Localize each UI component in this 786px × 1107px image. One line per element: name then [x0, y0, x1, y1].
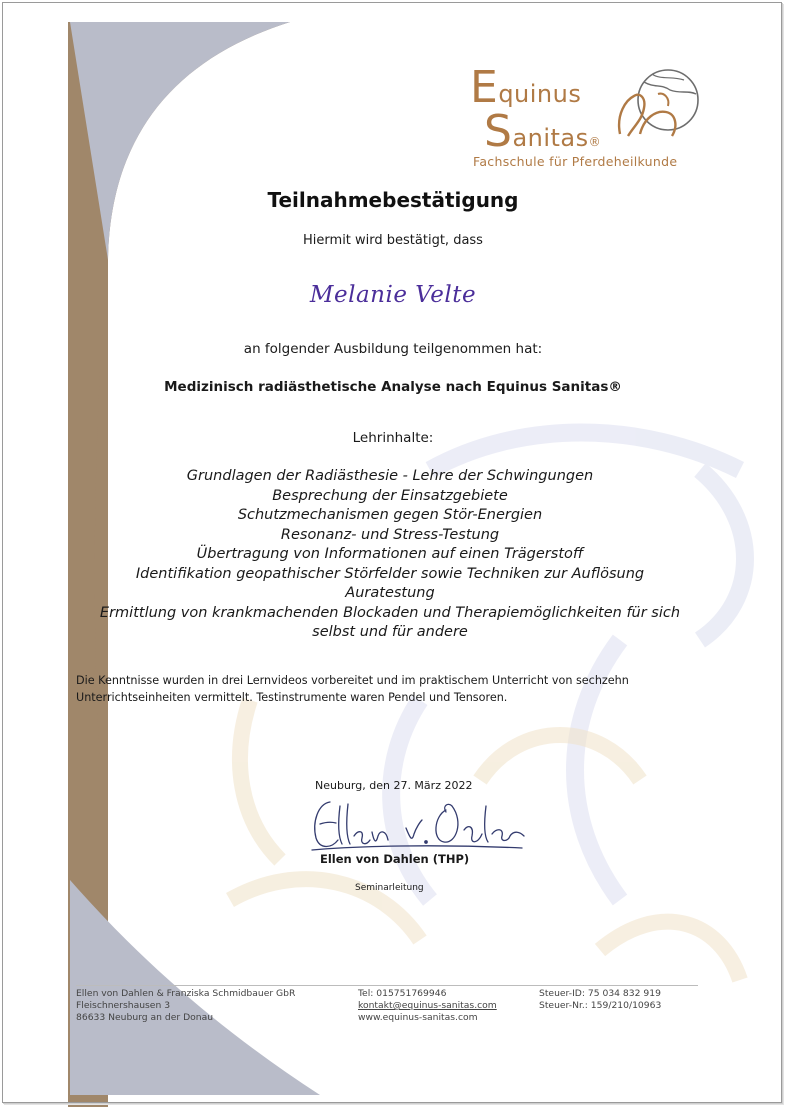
list-item: Ermittlung von krankmachenden Blockaden und Therapiemöglichkeiten für sich	[99, 604, 681, 621]
footer-street: Fleischnershausen 3	[76, 1000, 171, 1011]
footer-email-link[interactable]: kontakt@equinus-sanitas.com	[358, 1000, 497, 1011]
signer-name: Ellen von Dahlen (THP)	[320, 852, 470, 866]
list-item: Auratestung	[345, 585, 435, 601]
list-item: Identifikation geopathischer Störfelder sowie Techniken zur Auflösung	[135, 565, 645, 582]
logo-subtitle: Fachschule für Pferdeheilkunde	[473, 154, 678, 169]
handwritten-signature	[296, 792, 531, 858]
course-title: Medizinisch radiästhetische Analyse nach Equinus Sanitas®	[164, 379, 622, 395]
footer-city: 86633 Neuburg an der Donau	[76, 1012, 214, 1023]
certificate-title: Teilnahmebestätigung	[267, 188, 519, 212]
contents-list	[80, 467, 700, 643]
list-item: Übertragung von Informationen auf einen Trägerstoff	[196, 546, 584, 562]
list-item: Resonanz- und Stress-Testung	[280, 526, 500, 543]
intro-text: Hiermit wird bestätigt, dass	[303, 233, 483, 248]
participant-name: Melanie Velte	[309, 282, 477, 308]
list-item: Besprechung der Einsatzgebiete	[272, 487, 508, 504]
horse-globe-icon	[610, 64, 705, 144]
footer-tax-no: Steuer-Nr.: 159/210/10963	[539, 1000, 662, 1011]
footer-tax	[539, 988, 661, 1012]
footer-phone: Tel: 015751769946	[358, 988, 447, 999]
footer-contact	[358, 988, 497, 1024]
contents-label: Lehrinhalte:	[352, 430, 434, 446]
participation-text: an folgender Ausbildung teilgenommen hat:	[243, 341, 543, 357]
footer-address	[76, 988, 295, 1024]
footer-company: Ellen von Dahlen & Franziska Schmidbauer GbR	[76, 988, 296, 999]
training-note: Die Kenntnisse wurden in drei Lernvideos vorbereitet und im praktischem Unterricht von sechzehn Unterrichtseinheiten vermittelt. Testinstrumente waren Pendel und Tensoren.	[76, 674, 629, 704]
list-item: Schutzmechanismen gegen Stör-Energien	[237, 507, 543, 523]
footer-divider	[76, 985, 698, 986]
logo-word-sanitas: Sanitas®	[484, 106, 602, 157]
place-date: Neuburg, den 27. März 2022	[315, 779, 473, 792]
logo-word-equinus: Equinus	[470, 62, 582, 113]
footer-web[interactable]: www.equinus-sanitas.com	[358, 1012, 478, 1023]
footer-tax-id: Steuer-ID: 75 034 832 919	[539, 988, 661, 999]
list-item: selbst und für andere	[312, 624, 468, 640]
signer-role: Seminarleitung	[355, 883, 424, 893]
list-item: Grundlagen der Radiästhesie - Lehre der Schwingungen	[186, 468, 594, 484]
